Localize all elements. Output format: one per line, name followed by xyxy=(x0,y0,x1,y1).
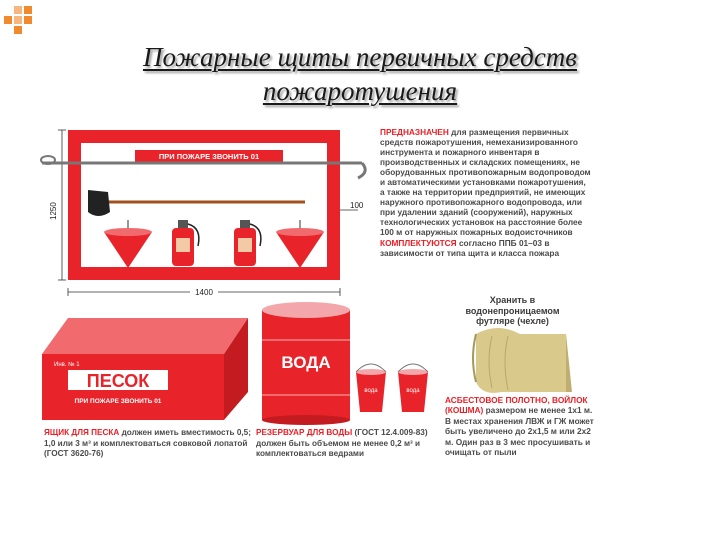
description-body: для размещения первичных средств пожаротушения, немеханизированного инструмента и пожарного инвентаря в производственных и складских помещениях, не оборудованных противопожарным водопроводом и автоматическими установками пожаротушения, а также на территории предприятий, не имеющих наружного противопожарного водопровода, или при удалении зданий (сооружений), наружных технологических установок на расстояние более 100 м от наружных пожарных водоисточников xyxy=(380,127,591,238)
sand-box-caption xyxy=(44,428,259,460)
fire-shield-illustration xyxy=(40,120,375,305)
felt-roll-illustration xyxy=(462,322,577,402)
dim-height-label: 1250 xyxy=(49,202,58,220)
description-heading: ПРЕДНАЗНАЧЕН xyxy=(380,127,449,137)
description-heading2: КОМПЛЕКТУЮТСЯ xyxy=(380,237,457,248)
dim-depth-label: 100 xyxy=(350,201,364,210)
description-body2: согласно ППБ 01–03 в зависимости от типа щита и класса пожара xyxy=(380,237,560,258)
sand-caption-title: ЯЩИК ДЛЯ ПЕСКА xyxy=(44,428,120,437)
bucket-label-2: вода xyxy=(406,388,420,394)
felt-caption-body: размером не менее 1х1 м. В местах хранения ЛВЖ и ГЖ может быть увеличено до 2х1,5 м или 2х2 м. Один раз в 3 мес просушивать и очищать от пыли xyxy=(445,405,594,458)
felt-caption-title: АСБЕСТОВОЕ ПОЛОТНО, ВОЙЛОК (КОШМА) xyxy=(445,395,588,416)
water-caption-title: РЕЗЕРВУАР ДЛЯ ВОДЫ xyxy=(256,428,353,437)
water-tank-label: ВОДА xyxy=(281,353,331,372)
water-caption-body: (ГОСТ 12.4.009-83) должен быть объемом не менее 0,2 м³ и комплектоваться ведрами xyxy=(256,428,428,459)
shield-description xyxy=(380,127,592,258)
corner-decoration xyxy=(0,0,60,40)
water-tank-illustration xyxy=(252,300,442,425)
bucket-label-1: вода xyxy=(364,388,378,394)
sand-caption-body: должен иметь вместимость 0,5; 1,0 или 3 м³ и комплектоваться совковой лопатой (ГОСТ 3620-76) xyxy=(44,428,251,459)
page-title xyxy=(60,40,660,108)
page-title-line2: пожаротушения xyxy=(262,76,458,106)
water-tank-caption xyxy=(256,428,446,460)
dim-width-label: 1400 xyxy=(195,288,213,297)
sand-small-label: Инв. № 1 xyxy=(54,362,80,368)
shield-sign: ПРИ ПОЖАРЕ ЗВОНИТЬ 01 xyxy=(158,152,260,161)
felt-storage-note: Хранить в водонепроницаемом футляре (чехле) xyxy=(465,295,560,326)
felt-caption xyxy=(445,395,595,457)
sand-box-illustration xyxy=(38,310,248,422)
sand-phone: ПРИ ПОЖАРЕ ЗВОНИТЬ 01 xyxy=(74,398,162,405)
sand-label: ПЕСОК xyxy=(86,371,150,391)
page-title-line1: Пожарные щиты первичных средств xyxy=(142,42,578,72)
